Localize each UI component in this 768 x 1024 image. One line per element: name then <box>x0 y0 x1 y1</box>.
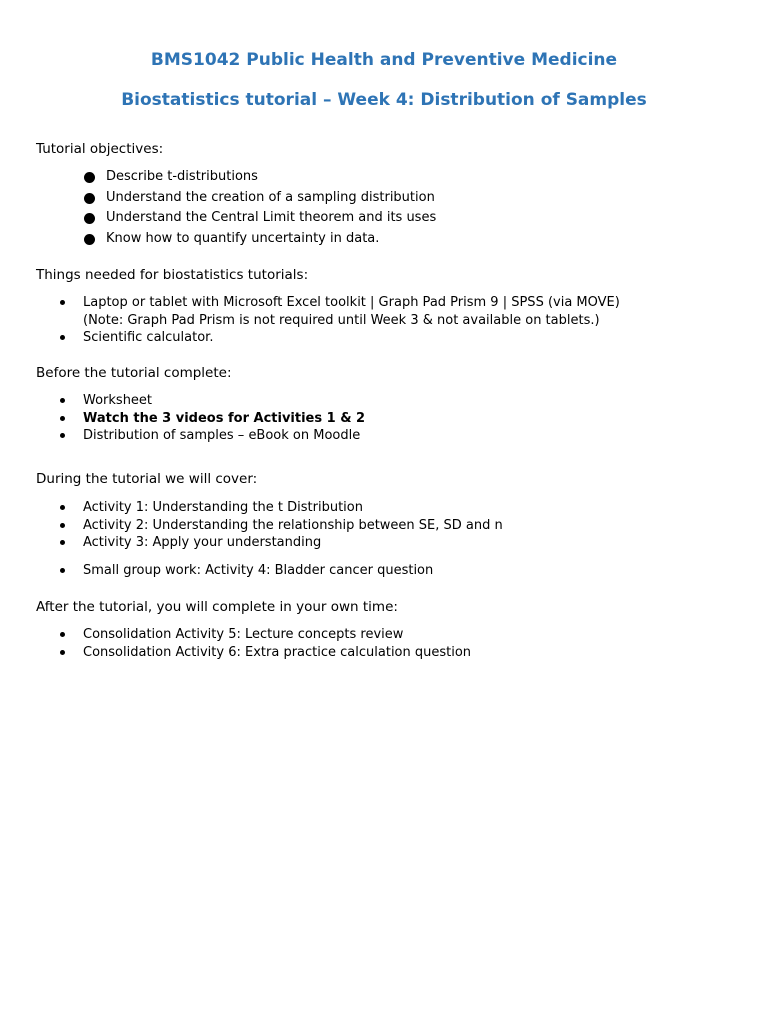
list-item: Watch the 3 videos for Activities 1 & 2 <box>83 410 366 426</box>
before-label: Before the tutorial complete: <box>36 365 232 381</box>
list-item-text: Laptop or tablet with Microsoft Excel toolkit | Graph Pad Prism 9 | SPSS (via MOVE) <box>83 295 620 310</box>
list-item: Activity 1: Understanding the t Distribution <box>83 499 503 517</box>
list-item-note: (Note: Graph Pad Prism is not required until Week 3 & not available on tablets.) <box>83 312 600 328</box>
tutorial-title: Biostatistics tutorial – Week 4: Distribution of Samples <box>121 90 647 110</box>
list-item: Understand the Central Limit theorem and its uses <box>106 209 436 230</box>
list-item: Understand the creation of a sampling distribution <box>106 189 436 210</box>
list-item: Describe t-distributions <box>106 168 436 189</box>
list-item: Consolidation Activity 6: Extra practice calculation question <box>83 644 472 660</box>
things-needed-list <box>83 294 620 347</box>
list-item: Activity 3: Apply your understanding <box>83 534 503 562</box>
after-list <box>83 626 471 661</box>
during-list <box>83 499 503 580</box>
objectives-label: Tutorial objectives: <box>36 141 164 157</box>
course-title: BMS1042 Public Health and Preventive Medicine <box>150 50 618 70</box>
after-label: After the tutorial, you will complete in your own time: <box>36 599 398 615</box>
list-item: Know how to quantify uncertainty in data. <box>106 230 436 251</box>
list-item: Worksheet <box>83 392 365 410</box>
list-item: Consolidation Activity 5: Lecture concepts review <box>83 626 471 644</box>
things-needed-label: Things needed for biostatistics tutorials: <box>36 267 309 283</box>
list-item: Small group work: Activity 4: Bladder cancer question <box>83 562 503 580</box>
before-list <box>83 392 365 445</box>
list-item <box>83 294 620 329</box>
objectives-list <box>106 168 436 250</box>
list-item: Scientific calculator. <box>83 329 620 347</box>
during-label: During the tutorial we will cover: <box>36 471 258 487</box>
list-item: Distribution of samples – eBook on Moodle <box>83 427 365 445</box>
list-item: Activity 2: Understanding the relationship between SE, SD and n <box>83 517 503 533</box>
